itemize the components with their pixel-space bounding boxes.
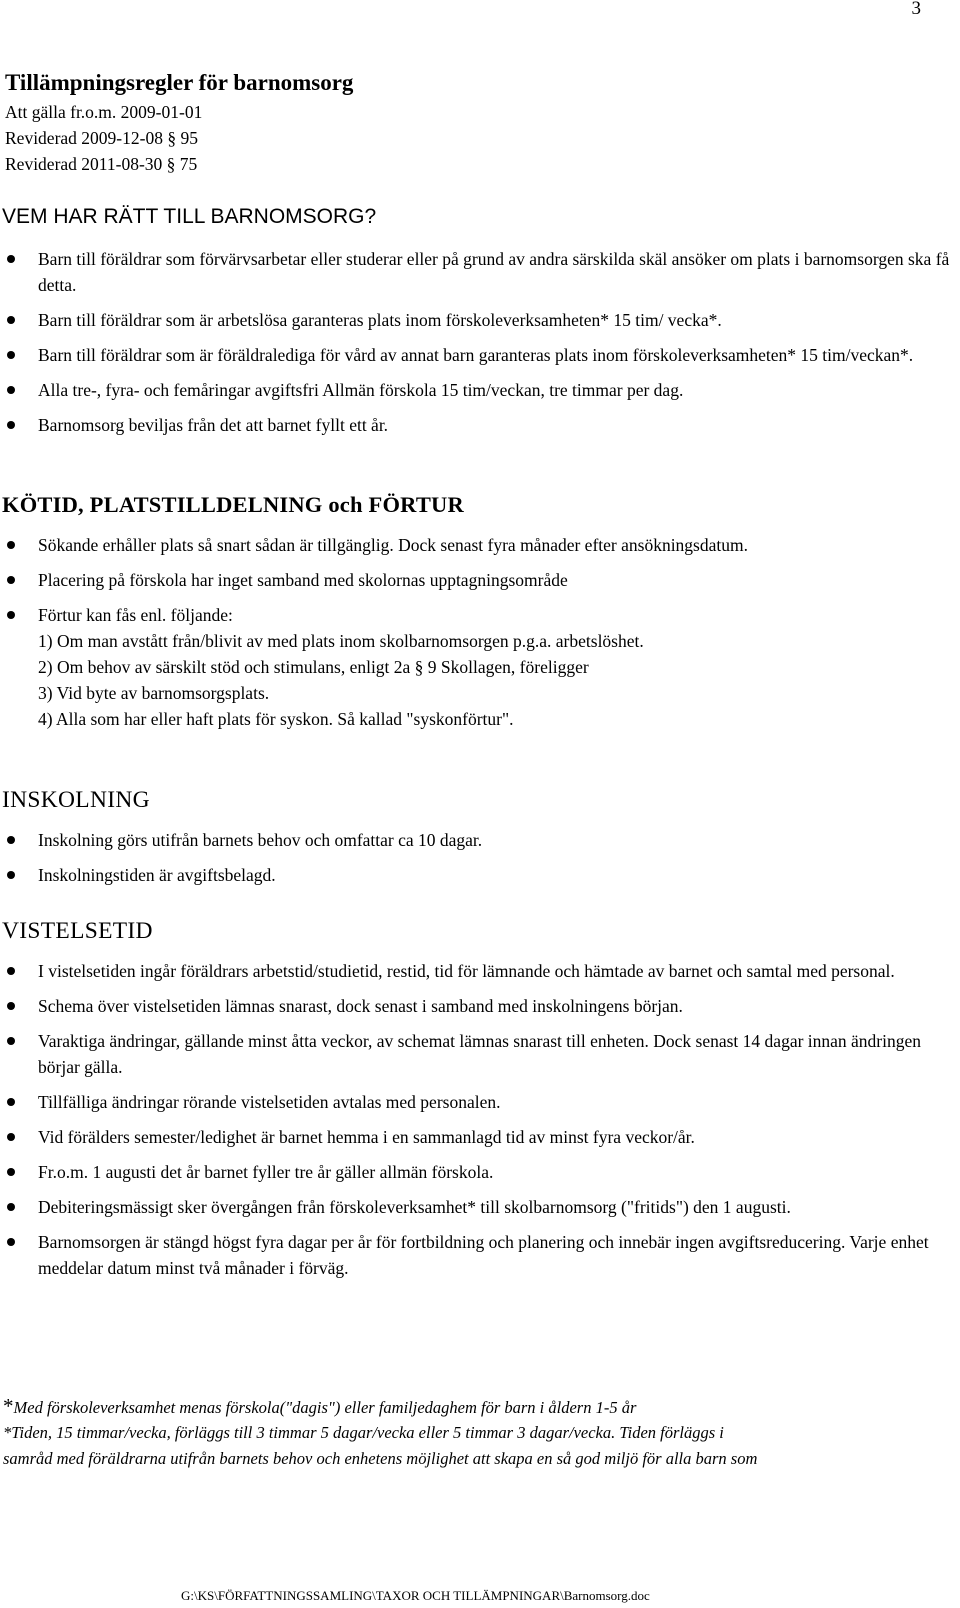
bullet-icon [7,1168,15,1176]
section-heading-eligibility: VEM HAR RÄTT TILL BARNOMSORG? [2,205,377,228]
list-item: Vid förälders semester/ledighet är barnet hemma i en sammanlagd tid av minst fyra veckor/år. [0,1124,950,1150]
bullet-icon [7,1037,15,1045]
list-item: Varaktiga ändringar, gällande minst åtta veckor, av schemat lämnas snarast till enheten. Dock senast 14 dagar innan ändringen börjar gälla. [0,1028,950,1080]
footnote-time-cont: samråd med föräldrarna utifrån barnets behov och enhetens möjlighet att skapa en så god miljö för alla barn som [3,1449,758,1468]
bullet-icon [7,611,15,619]
bullet-icon [7,967,15,975]
list-item: Förtur kan fås enl. följande: 1) Om man avstått från/blivit av med plats inom skolbarnomsorgen p.g.a. arbetslöshet. 2) Om behov av särskilt stöd och stimulans, enligt 2a § 9 Skollagen, föreligger 3) Vid byte av barnomsorgsplats. 4) Alla som har eller haft plats för syskon. Så kallad "syskonförtur". [0,602,950,732]
bullet-icon [7,386,15,394]
list-item: Fr.o.m. 1 augusti det år barnet fyller tre år gäller allmän förskola. [0,1159,950,1185]
bullet-icon [7,871,15,879]
list-item: Tillfälliga ändringar rörande vistelsetiden avtalas med personalen. [0,1089,950,1115]
list-item: Barn till föräldrar som är föräldralediga för vård av annat barn garanteras plats inom förskoleverksamheten* 15 tim/veckan*. [0,342,950,368]
bullet-icon [7,351,15,359]
queue-list [0,532,950,732]
priority-item: 4) Alla som har eller haft plats för syskon. Så kallad "syskonförtur". [38,709,514,729]
list-item: Sökande erhåller plats så snart sådan är tillgänglig. Dock senast fyra månader efter ansökningsdatum. [0,532,950,558]
list-item: Schema över vistelsetiden lämnas snarast, dock senast i samband med inskolningens början. [0,993,950,1019]
list-item: Placering på förskola har inget samband med skolornas upptagningsområde [0,567,950,593]
page-number: 3 [911,0,921,19]
list-item: I vistelsetiden ingår föräldrars arbetstid/studietid, restid, tid för lämnande och hämtade av barnet och samtal med personal. [0,958,950,984]
eligibility-list [0,246,950,438]
bullet-icon [7,255,15,263]
list-item: Barnomsorg beviljas från det att barnet fyllt ett år. [0,412,950,438]
section-heading-vistelsetid: VISTELSETID [2,918,153,944]
bullet-icon [7,1002,15,1010]
bullet-icon [7,1133,15,1141]
footer-file-path: G:\KS\FÖRFATTNINGSSAMLING\TAXOR OCH TILLÄMPNINGAR\Barnomsorg.doc [181,1588,650,1603]
bullet-icon [7,1098,15,1106]
valid-from-line: Att gälla fr.o.m. 2009-01-01 [5,102,203,122]
priority-item: 3) Vid byte av barnomsorgsplats. [38,683,270,703]
list-item: Barnomsorgen är stängd högst fyra dagar per år för fortbildning och planering och innebär ingen avgiftsreducering. Varje enhet meddelar datum minst två månader i förväg. [0,1229,950,1281]
revised-line-1: Reviderad 2009-12-08 § 95 [5,128,198,148]
priority-item: 2) Om behov av särskilt stöd och stimulans, enligt 2a § 9 Skollagen, föreligger [38,657,589,677]
list-item: Inskolningstiden är avgiftsbelagd. [0,862,950,888]
bullet-icon [7,1203,15,1211]
bullet-icon [7,1238,15,1246]
bullet-icon [7,541,15,549]
list-item: Debiteringsmässigt sker övergången från förskoleverksamhet* till skolbarnomsorg ("fritids") den 1 augusti. [0,1194,950,1220]
footnote-definition: *Med förskoleverksamhet menas förskola("dagis") eller familjedaghem för barn i åldern 1-5 år [3,1394,637,1418]
list-item: Alla tre-, fyra- och femåringar avgiftsfri Allmän förskola 15 tim/veckan, tre timmar per dag. [0,377,950,403]
list-item: Barn till föräldrar som förvärvsarbetar eller studerar eller på grund av andra särskilda skäl ansöker om plats i barnomsorgen ska få detta. [0,246,950,298]
footnote-time: *Tiden, 15 timmar/vecka, förläggs till 3 timmar 5 dagar/vecka eller 5 timmar 3 dagar/vecka. Tiden förläggs i [3,1423,724,1442]
document-title: Tillämpningsregler för barnomsorg [5,70,354,95]
revised-line-2: Reviderad 2011-08-30 § 75 [5,154,198,174]
bullet-icon [7,836,15,844]
priority-item: 1) Om man avstått från/blivit av med plats inom skolbarnomsorgen p.g.a. arbetslöshet. [38,631,644,651]
list-item: Inskolning görs utifrån barnets behov och omfattar ca 10 dagar. [0,827,950,853]
bullet-icon [7,421,15,429]
list-item: Barn till föräldrar som är arbetslösa garanteras plats inom förskoleverksamheten* 15 tim/ vecka*. [0,307,950,333]
section-heading-queue: KÖTID, PLATSTILLDELNING och FÖRTUR [2,492,464,517]
section-heading-inskolning: INSKOLNING [2,787,150,813]
bullet-icon [7,576,15,584]
bullet-icon [7,316,15,324]
inskolning-list [0,827,950,888]
vistelsetid-list [0,958,950,1281]
